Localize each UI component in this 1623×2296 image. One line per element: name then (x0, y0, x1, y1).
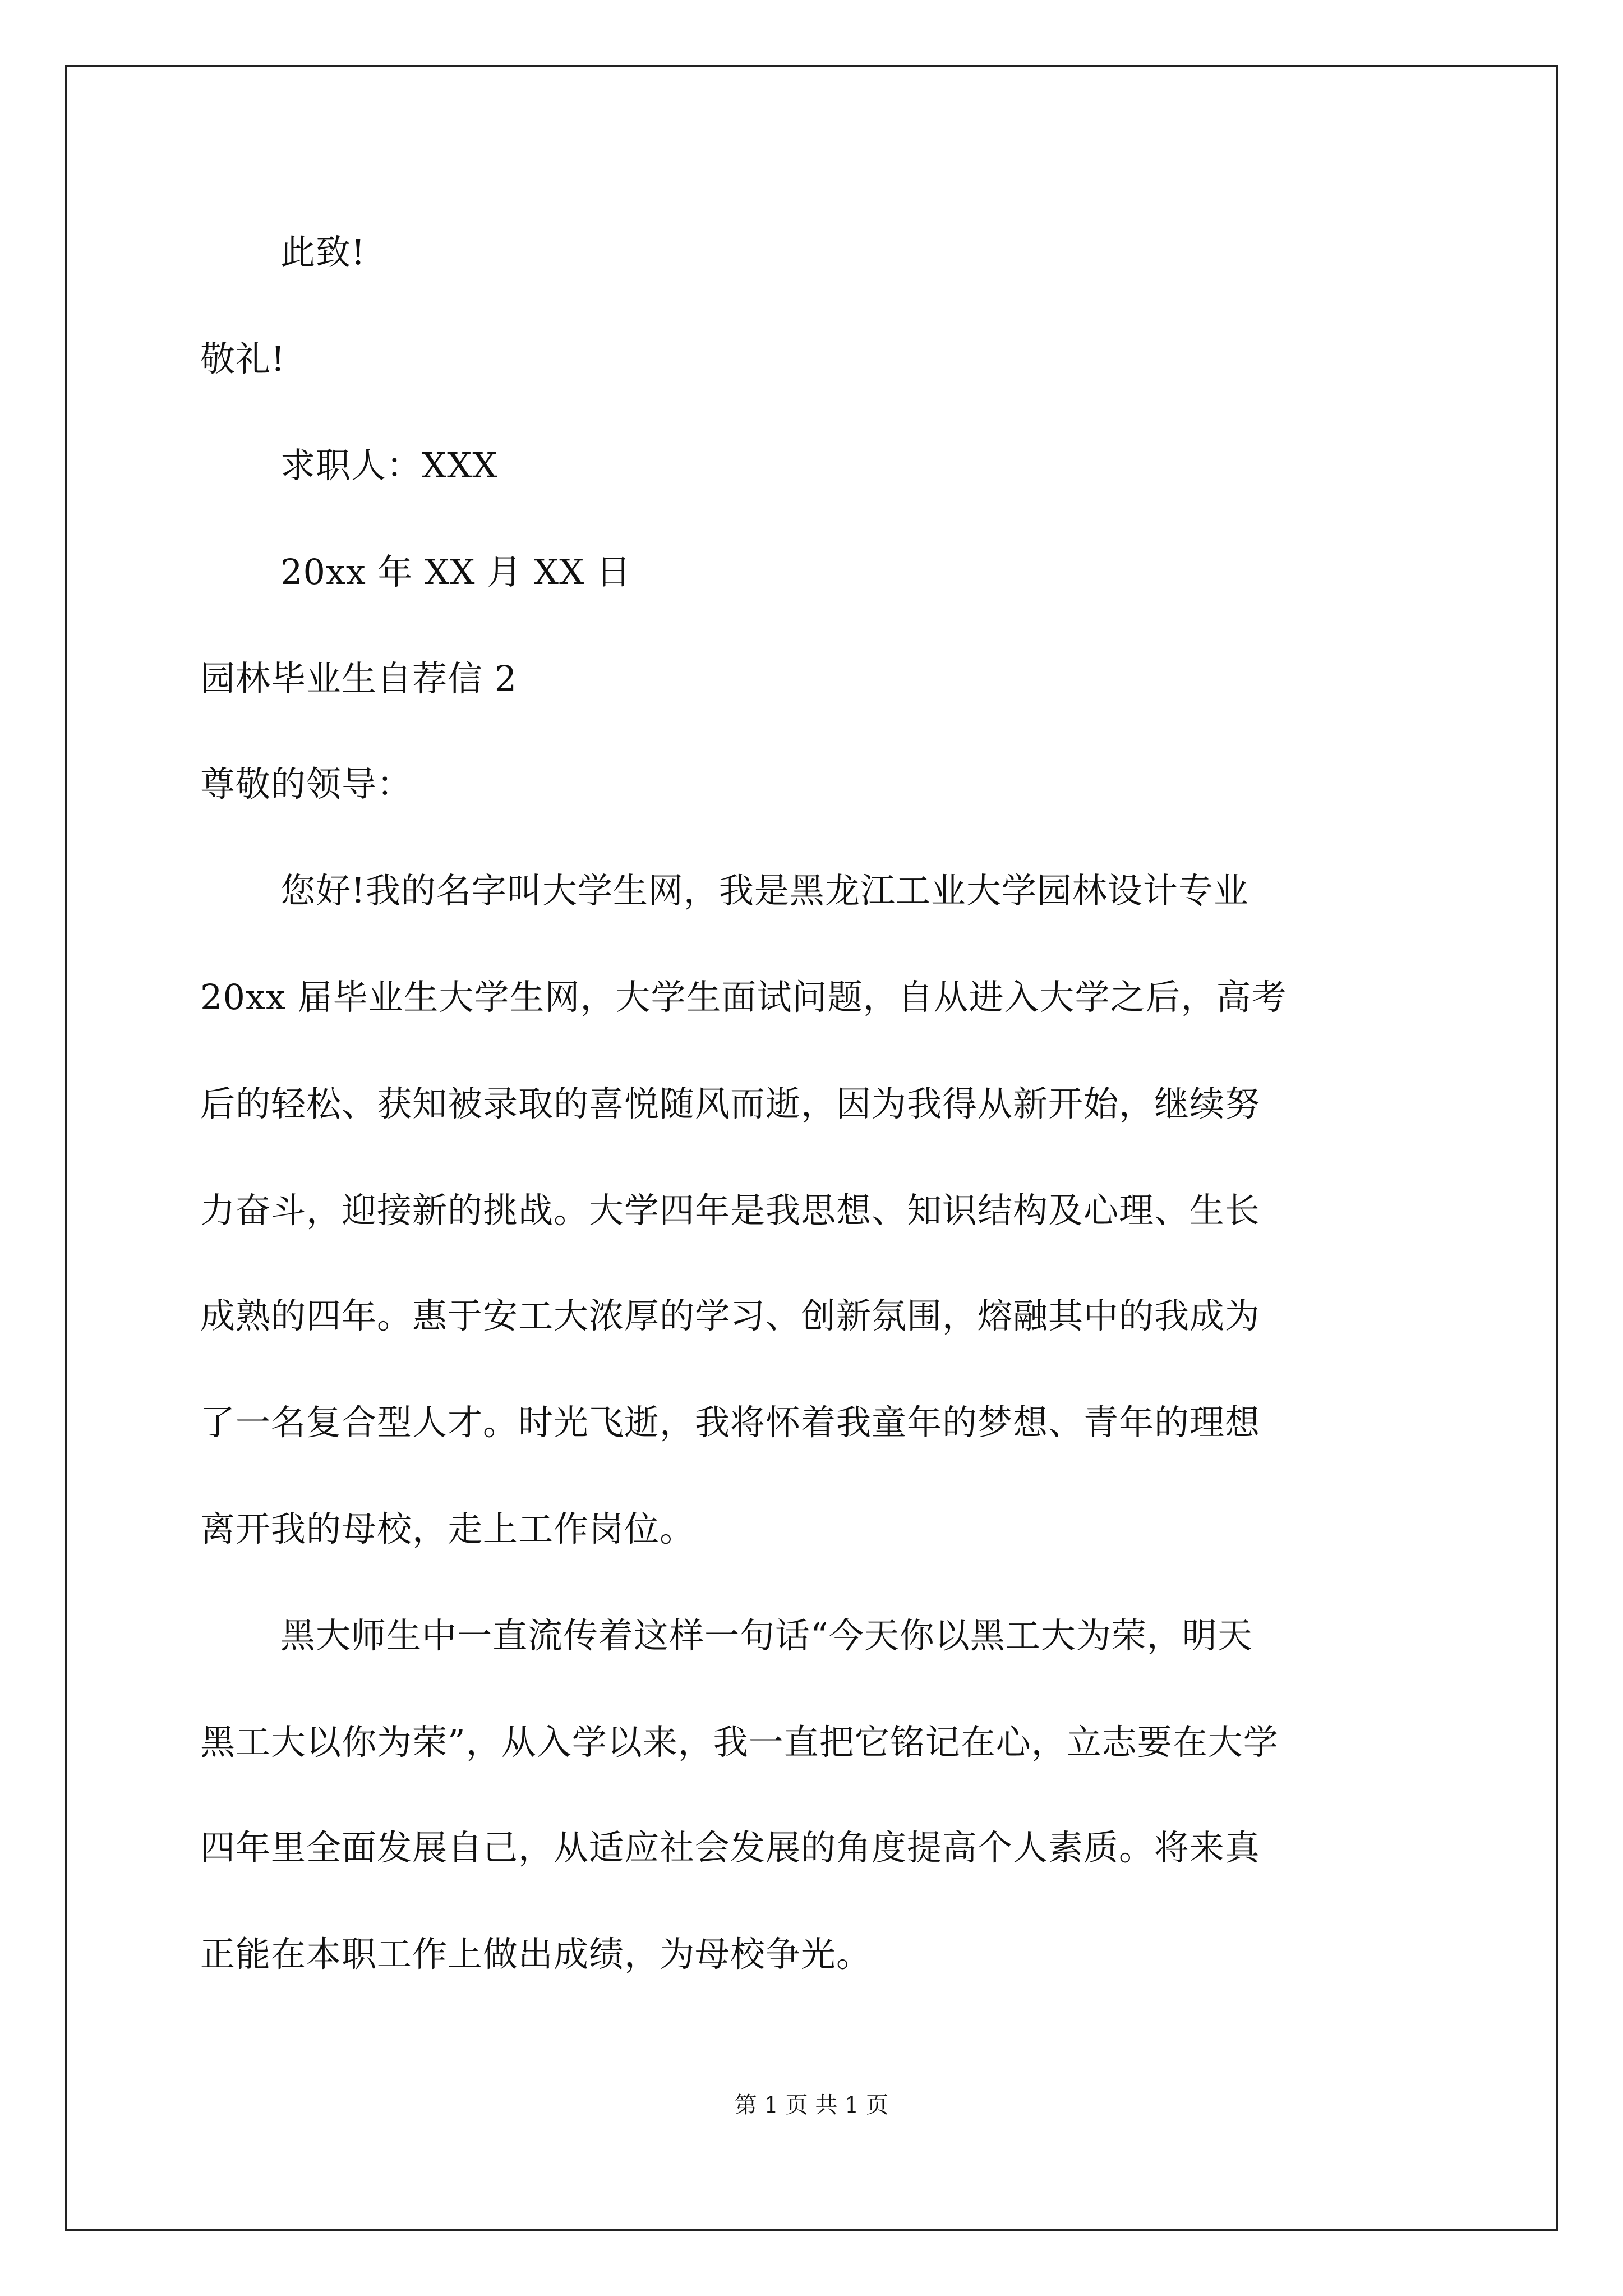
date-line: 20xx 年 XX 月 XX 日 (280, 551, 631, 592)
paragraph-1-line: 了一名复合型人才。时光飞逝，我将怀着我童年的梦想、青年的理想 (200, 1402, 1261, 1443)
paragraph-1-line: 离开我的母校，走上工作岗位。 (200, 1508, 695, 1549)
closing-line-1: 此致! (280, 232, 366, 273)
paragraph-2-line: 正能在本职工作上做出成绩，为母校争光。 (200, 1934, 872, 1975)
paragraph-1-line: 力奋斗，迎接新的挑战。大学四年是我思想、知识结构及心理、生长 (200, 1190, 1261, 1231)
paragraph-2-line: 黑大师生中一直流传着这样一句话“今天你以黑工大为荣，明天 (280, 1615, 1253, 1656)
page-number-footer: 第 1 页 共 1 页 (734, 2092, 889, 2118)
paragraph-1-line: 成熟的四年。惠于安工大浓厚的学习、创新氛围，熔融其中的我成为 (200, 1295, 1261, 1336)
page-border (65, 65, 1558, 2231)
closing-line-2: 敬礼! (200, 338, 285, 379)
section-title: 园林毕业生自荐信 2 (200, 658, 518, 699)
paragraph-2-line: 四年里全面发展自己，从适应社会发展的角度提高个人素质。将来真 (200, 1827, 1261, 1868)
paragraph-1-line: 后的轻松、获知被录取的喜悦随风而逝，因为我得从新开始，继续努 (200, 1083, 1261, 1124)
paragraph-2-line: 黑工大以你为荣”，从入学以来，我一直把它铭记在心，立志要在大学 (200, 1722, 1279, 1763)
paragraph-1-line: 您好!我的名字叫大学生网，我是黑龙江工业大学园林设计专业 (280, 870, 1249, 911)
signature-line: 求职人：XXX (280, 445, 498, 486)
paragraph-1-line: 20xx 届毕业生大学生网，大学生面试问题，自从进入大学之后，高考 (200, 977, 1287, 1018)
salutation: 尊敬的领导： (200, 763, 413, 804)
